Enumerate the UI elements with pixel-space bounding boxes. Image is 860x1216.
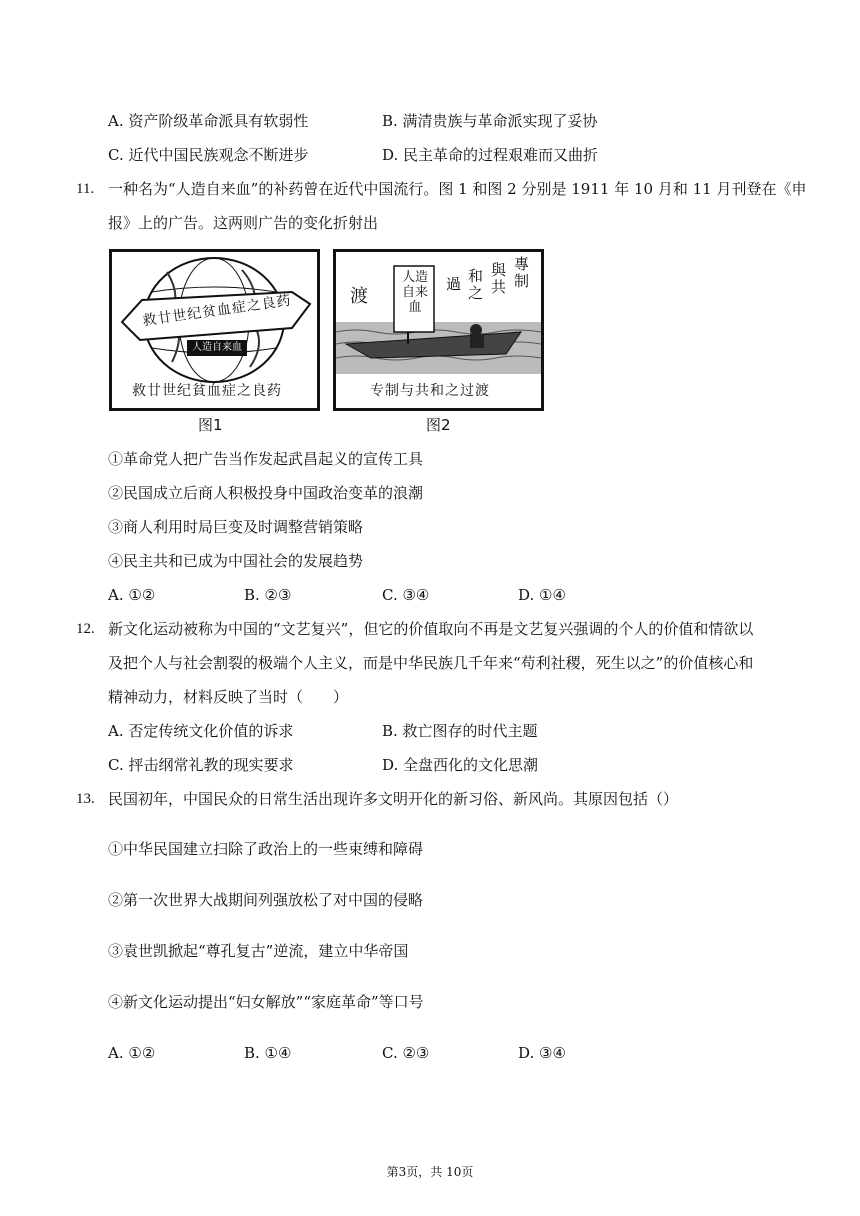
- fig2-col2: 和之: [468, 267, 484, 302]
- q13-option-a: A. ①②: [108, 1044, 156, 1062]
- fig2-left-char: 渡: [350, 286, 368, 307]
- page-footer: 第3页，共 10页: [386, 1165, 474, 1179]
- fig1-banner-text: 救廿世纪贫血症之良药: [141, 292, 293, 330]
- q10-option-a: A. 资产阶级革命派具有软弱性: [108, 112, 309, 130]
- fig1-globe-text: 人造自来血: [192, 342, 242, 353]
- q13-item-3: ③袁世凯掀起“尊孔复古”逆流，建立中华帝国: [108, 942, 409, 960]
- figure-2-caption: 图2: [426, 416, 451, 434]
- q11-stem-line2: 报》上的广告。这两则广告的变化折射出: [108, 214, 379, 232]
- q12-option-c: C. 抨击纲常礼教的现实要求: [108, 756, 294, 774]
- q11-number: 11.: [76, 181, 95, 197]
- q13-option-d: D. ③④: [518, 1044, 566, 1062]
- q13-stem: 民国初年，中国民众的日常生活出现许多文明开化的新习俗、新风尚。其原因包括（）: [108, 790, 679, 808]
- q10-option-b: B. 满清贵族与革命派实现了妥协: [382, 112, 598, 130]
- q13-item-1: ①中华民国建立扫除了政治上的一些束缚和障碍: [108, 840, 424, 858]
- q11-option-b: B. ②③: [244, 586, 292, 604]
- q11-option-d: D. ①④: [518, 586, 566, 604]
- figure-1-caption: 图1: [198, 416, 223, 434]
- q10-option-d: D. 民主革命的过程艰难而又曲折: [382, 146, 599, 164]
- fig2-sail-text: 人造自来血: [401, 270, 428, 315]
- fig2-col4: 專制: [514, 255, 530, 290]
- q11-stem-line1: 一种名为“人造自来血”的补药曾在近代中国流行。图 1 和图 2 分别是 1911 年 10 月和 11 月刊登在《申: [108, 180, 807, 198]
- figure-2-advertisement: [333, 249, 544, 411]
- q11-option-a: A. ①②: [108, 586, 156, 604]
- q11-item-1: ①革命党人把广告当作发起武昌起义的宣传工具: [108, 450, 424, 468]
- q11-item-3: ③商人利用时局巨变及时调整营销策略: [108, 518, 364, 536]
- fig2-col3: 與共: [491, 261, 507, 296]
- q13-item-4: ④新文化运动提出“妇女解放”“家庭革命”等口号: [108, 993, 424, 1011]
- q13-item-2: ②第一次世界大战期间列强放松了对中国的侵略: [108, 891, 424, 909]
- q13-number: 13.: [76, 791, 95, 807]
- q12-stem-line3: 精神动力，材料反映了当时（ ）: [108, 688, 349, 706]
- q12-option-b: B. 救亡图存的时代主题: [382, 722, 538, 740]
- q12-option-d: D. 全盘西化的文化思潮: [382, 756, 539, 774]
- figure-1-advertisement: [109, 249, 320, 411]
- q10-option-c: C. 近代中国民族观念不断进步: [108, 146, 309, 164]
- q11-item-2: ②民国成立后商人积极投身中国政治变革的浪潮: [108, 484, 424, 502]
- q11-option-c: C. ③④: [382, 586, 430, 604]
- q12-number: 12.: [76, 621, 95, 637]
- fig1-bottom-text: 救廿世纪貧血症之良药: [132, 383, 282, 399]
- q11-item-4: ④民主共和已成为中国社会的发展趋势: [108, 552, 364, 570]
- fig2-bottom-text: 专制与共和之过渡: [370, 383, 490, 399]
- q12-stem-line1: 新文化运动被称为中国的“文艺复兴”，但它的价值取向不再是文艺复兴强调的个人的价值和情欲以: [108, 620, 754, 638]
- q12-stem-line2: 及把个人与社会割裂的极端个人主义，而是中华民族几千年来“苟利社稷，死生以之”的价值核心和: [108, 654, 754, 672]
- q12-option-a: A. 否定传统文化价值的诉求: [108, 722, 294, 740]
- q13-option-b: B. ①④: [244, 1044, 292, 1062]
- q13-option-c: C. ②③: [382, 1044, 430, 1062]
- fig2-col1: 過: [446, 275, 462, 293]
